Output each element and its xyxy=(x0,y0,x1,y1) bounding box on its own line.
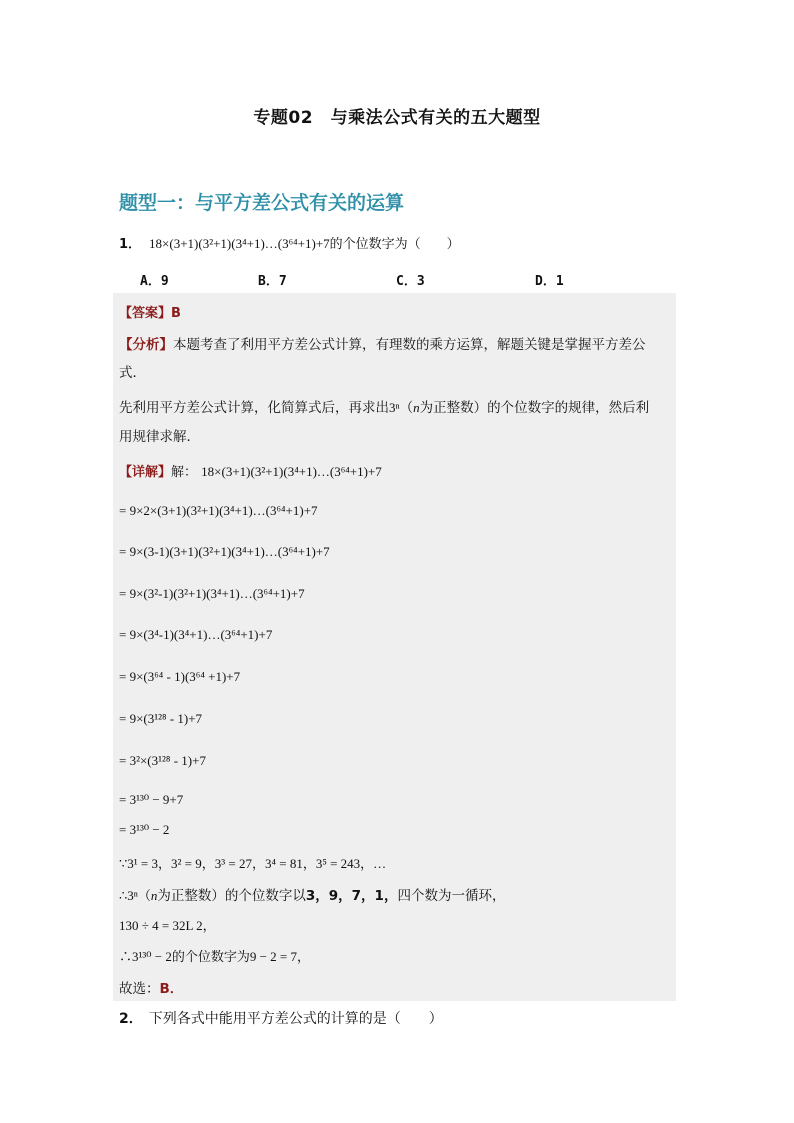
detail-division: 130 ÷ 4 = 32L 2， xyxy=(119,918,216,933)
detail-choose xyxy=(119,977,183,997)
option-a[interactable]: A．9 xyxy=(140,274,169,289)
detail-step-1: = 9×2×(3+1)(3²+1)(3⁴+1)…(3⁶⁴+1)+7 xyxy=(119,503,318,518)
page-title: 专题02 与乘法公式有关的五大题型 xyxy=(253,108,541,128)
therefore-suffix: 四个数为一循环， xyxy=(397,888,506,904)
therefore-var-n: n xyxy=(150,888,158,903)
analysis-line-3 xyxy=(119,396,649,416)
detail-step-9: = 3¹³⁰ − 2 xyxy=(119,822,170,837)
analysis-line-2: 式． xyxy=(119,365,146,381)
detail-jie: 解： xyxy=(171,465,198,480)
answer-line xyxy=(119,302,181,321)
choose-answer: B． xyxy=(159,981,184,997)
analysis-var-n: n xyxy=(413,400,420,415)
analysis-tag: 【分析】 xyxy=(119,337,173,353)
detail-step-0: 18×(3+1)(3²+1)(3⁴+1)…(3⁶⁴+1)+7 xyxy=(201,464,382,479)
analysis-line-4: 用规律求解． xyxy=(119,429,200,445)
analysis-paren: （ xyxy=(399,400,414,416)
detail-step-5: = 9×(3⁶⁴ - 1)(3⁶⁴ +1)+7 xyxy=(119,669,241,684)
therefore-sequence: 3，9，7，1， xyxy=(305,888,398,904)
answer-tag: 【答案】 xyxy=(119,306,172,321)
analysis-power-n: 3ⁿ xyxy=(389,400,400,415)
detail-step-3: = 9×(3²-1)(3²+1)(3⁴+1)…(3⁶⁴+1)+7 xyxy=(119,586,305,601)
analysis-line-1 xyxy=(119,333,646,353)
therefore-text: 为正整数）的个位数字以 xyxy=(157,888,306,904)
question-2 xyxy=(119,1008,443,1028)
question-stem-suffix: 的个位数字为（ ） xyxy=(329,237,460,252)
section-heading: 题型一：与平方差公式有关的运算 xyxy=(119,192,405,214)
detail-therefore-1 xyxy=(119,884,505,904)
option-c[interactable]: C．3 xyxy=(396,274,425,289)
detail-therefore-2: ∴3¹³⁰ − 2的个位数字为9 − 2 = 7， xyxy=(119,949,311,964)
detail-line xyxy=(119,461,382,480)
detail-step-6: = 9×(3¹²⁸ - 1)+7 xyxy=(119,711,203,726)
detail-tag: 【详解】 xyxy=(119,465,172,480)
analysis-text-1: 本题考查了利用平方差公式计算，有理数的乘方运算，解题关键是掌握平方差公 xyxy=(173,337,646,353)
answer-value: B xyxy=(171,306,181,321)
question-2-text: 下列各式中能用平方差公式的计算的是（ ） xyxy=(148,1011,443,1027)
question-2-number: 2． xyxy=(119,1011,143,1027)
detail-step-2: = 9×(3-1)(3+1)(3²+1)(3⁴+1)…(3⁶⁴+1)+7 xyxy=(119,544,330,559)
choose-label: 故选： xyxy=(119,981,160,997)
detail-step-7: = 3²×(3¹²⁸ - 1)+7 xyxy=(119,753,206,768)
question-number: 1． xyxy=(119,237,142,252)
option-d[interactable]: D．1 xyxy=(535,274,564,289)
therefore-prefix: ∴3ⁿ（ xyxy=(119,888,151,903)
detail-step-8: = 3¹³⁰ − 9+7 xyxy=(119,792,184,807)
detail-because: ∵3¹ = 3，3² = 9，3³ = 27，3⁴ = 81，3⁵ = 243，… xyxy=(119,856,387,871)
option-b[interactable]: B．7 xyxy=(258,274,287,289)
question-1 xyxy=(119,233,460,252)
analysis-text-3d: 为正整数）的个位数字的规律，然后利 xyxy=(419,400,650,416)
detail-step-4: = 9×(3⁴-1)(3⁴+1)…(3⁶⁴+1)+7 xyxy=(119,627,273,642)
question-expression: 18×(3+1)(3²+1)(3⁴+1)…(3⁶⁴+1)+7 xyxy=(149,236,330,251)
analysis-text-3a: 先利用平方差公式计算，化简算式后，再求出 xyxy=(119,400,389,416)
